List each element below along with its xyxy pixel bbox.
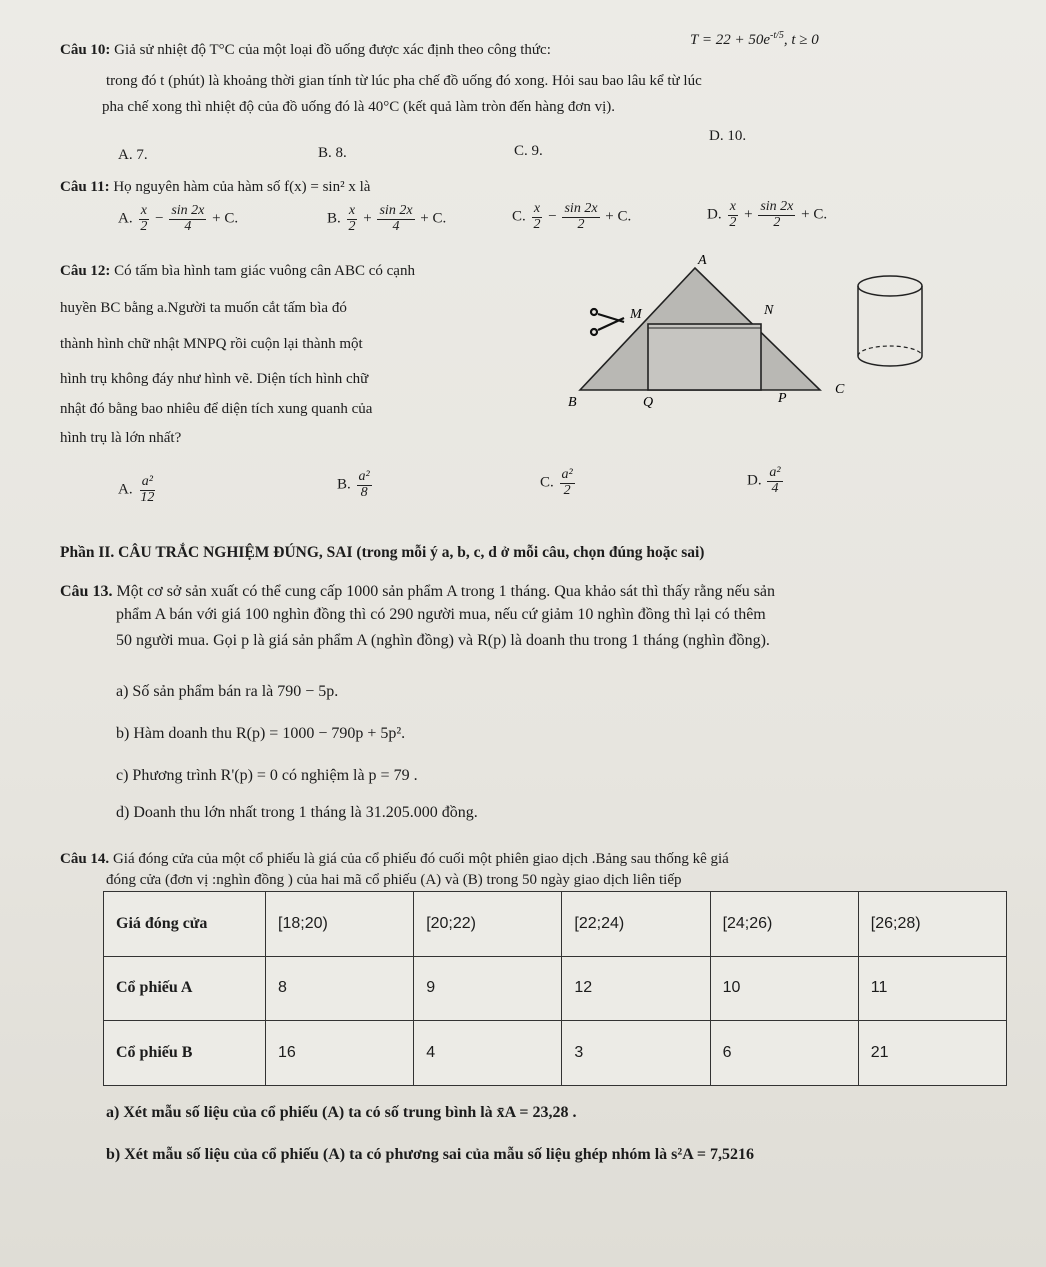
q11-label: Câu 11:	[60, 179, 110, 195]
row-name: Cổ phiếu A	[104, 956, 266, 1021]
q11-question	[60, 179, 370, 196]
q11-option-c-tail: + C.	[605, 208, 632, 225]
q11-option-d-letter: D.	[707, 206, 722, 223]
label-c: C	[835, 382, 845, 397]
q10-formula	[690, 30, 819, 49]
q12-triangle-figure	[560, 250, 860, 410]
q13-statement-c: c) Phương trình R'(p) = 0 có nghiệm là p = 79 .	[116, 767, 418, 784]
q14-line1-text: Giá đóng cửa của một cổ phiếu là giá của cổ phiếu đó cuối một phiên giao dịch .Bảng sau thống kê giá	[112, 851, 729, 867]
q12-line1-text: Có tấm bìa hình tam giác vuông cân ABC có cạnh	[114, 263, 415, 279]
q13-statement-a: a) Số sản phẩm bán ra là 790 − 5p.	[116, 683, 339, 700]
q11-option-d-frac2: $\frac{\sin 2x}{2}$	[760, 199, 794, 230]
label-a: A	[698, 253, 707, 268]
cylinder-bottom-front	[858, 356, 922, 366]
interval-cell: [18;20)	[266, 892, 414, 957]
q13-line1-text: Một cơ sở sản xuất có thể cung cấp 1000 sản phẩm A trong 1 tháng. Qua khảo sát thì thấy rằng nếu sản	[116, 583, 776, 600]
q11-option-b-letter: B.	[327, 210, 341, 227]
label-q: Q	[643, 395, 654, 410]
q12-line3: thành hình chữ nhật MNPQ rồi cuộn lại thành một	[60, 336, 363, 352]
q10-formula-text: T = 22 + 50e	[690, 32, 770, 48]
q10-line2: trong đó t (phút) là khoảng thời gian tính từ lúc pha chế đồ uống đó xong. Hỏi sau bao lâu kể từ lúc	[106, 73, 702, 89]
q11-option-c-letter: C.	[512, 208, 526, 225]
q11-option-d	[707, 200, 827, 230]
q12-option-d-letter: D.	[747, 472, 762, 489]
cylinder-bottom-back	[858, 346, 922, 356]
q14-line1	[60, 851, 729, 868]
value-cell: 8	[266, 956, 414, 1021]
interval-cell: [26;28)	[858, 892, 1006, 957]
q11-text: Họ nguyên hàm của hàm số f(x) = sin² x là	[113, 179, 371, 195]
value-cell: 4	[414, 1021, 562, 1086]
interval-cell: [24;26)	[710, 892, 858, 957]
q12-line5: nhật đó bằng bao nhiêu để diện tích xung quanh của	[60, 401, 373, 417]
q12-line2: huyền BC bằng a.Người ta muốn cắt tấm bìa đó	[60, 300, 347, 316]
q10-formula-exponent: -t/5	[769, 30, 784, 41]
q11-option-a-frac2: $\frac{\sin 2x}{4}$	[171, 203, 205, 234]
value-cell: 11	[858, 956, 1006, 1021]
q11-option-a-sign: −	[155, 210, 164, 227]
q12-line6: hình trụ là lớn nhất?	[60, 430, 182, 446]
stock-price-table	[103, 891, 1007, 1086]
value-cell: 16	[266, 1021, 414, 1086]
q10-option-a: A. 7.	[118, 147, 148, 163]
value-cell: 21	[858, 1021, 1006, 1086]
label-n: N	[764, 303, 774, 318]
q12-line1	[60, 263, 415, 280]
cylinder-top	[858, 276, 922, 296]
q10-option-c: C. 9.	[514, 143, 543, 159]
q13-line1	[60, 583, 775, 601]
q14-statement-b: b) Xét mẫu số liệu của cổ phiếu (A) ta có phương sai của mẫu số liệu ghép nhóm là s²A = 7,5216	[106, 1146, 754, 1163]
value-cell: 3	[562, 1021, 710, 1086]
q12-option-c	[540, 468, 577, 498]
part2-title: Phần II. CÂU TRẮC NGHIỆM ĐÚNG, SAI (trong mỗi ý a, b, c, d ở mỗi câu, chọn đúng hoặc sai)	[60, 544, 705, 561]
table-row	[104, 956, 1007, 1021]
q14-statement-a: a) Xét mẫu số liệu của cổ phiếu (A) ta có số trung bình là x̄A = 23,28 .	[106, 1104, 577, 1121]
q12-option-b-letter: B.	[337, 476, 351, 493]
q11-option-d-sign: +	[744, 206, 753, 223]
q12-option-b-frac: $\frac{\text{a²}}{8}$	[358, 469, 370, 500]
q11-option-b-tail: + C.	[420, 210, 447, 227]
q11-option-a-tail: + C.	[212, 210, 239, 227]
q12-option-c-frac: $\frac{\text{a²}}{2}$	[561, 467, 573, 498]
q11-option-a-frac1: $\frac{x}{2}$	[140, 203, 148, 234]
q11-option-c-frac2: $\frac{\sin 2x}{2}$	[564, 201, 598, 232]
value-cell: 6	[710, 1021, 858, 1086]
value-cell: 9	[414, 956, 562, 1021]
interval-cell: [22;24)	[562, 892, 710, 957]
q11-option-d-frac1: $\frac{x}{2}$	[729, 199, 737, 230]
q13-statement-d: d) Doanh thu lớn nhất trong 1 tháng là 31.205.000 đồng.	[116, 804, 478, 821]
rectangle-mnpq	[648, 324, 761, 390]
q12-option-a-frac: $\frac{\text{a²}}{12}$	[140, 474, 155, 505]
q13-line2: phẩm A bán với giá 100 nghìn đồng thì có 290 người mua, nếu cứ giảm 10 nghìn đồng thì lại có thêm	[116, 606, 766, 623]
q12-option-d	[747, 466, 785, 496]
q10-line1-text: Giả sử nhiệt độ T°C của một loại đồ uống được xác định theo công thức:	[114, 42, 551, 58]
row-name: Cổ phiếu B	[104, 1021, 266, 1086]
q11-option-b-frac2: $\frac{\sin 2x}{4}$	[379, 203, 413, 234]
q13-line3: 50 người mua. Gọi p là giá sản phẩm A (nghìn đồng) và R(p) là doanh thu trong 1 tháng (nghìn đồng).	[116, 632, 770, 649]
q11-option-a-letter: A.	[118, 210, 133, 227]
interval-cell: [20;22)	[414, 892, 562, 957]
value-cell: 12	[562, 956, 710, 1021]
q11-option-d-tail: + C.	[801, 206, 828, 223]
table-header-label: Giá đóng cửa	[104, 892, 266, 957]
q11-option-c	[512, 202, 631, 232]
q13-label: Câu 13.	[60, 583, 113, 600]
table-header-row	[104, 892, 1007, 957]
value-cell: 10	[710, 956, 858, 1021]
q12-option-c-letter: C.	[540, 474, 554, 491]
label-p: P	[778, 391, 787, 406]
q10-line1	[60, 42, 551, 59]
q11-option-a	[118, 204, 238, 234]
q14-label: Câu 14.	[60, 851, 110, 867]
q11-option-c-frac1: $\frac{x}{2}$	[533, 201, 541, 232]
q11-option-b-frac1: $\frac{x}{2}$	[348, 203, 356, 234]
label-m: M	[630, 307, 642, 322]
q12-option-a	[118, 475, 158, 505]
q10-label: Câu 10:	[60, 42, 111, 58]
q10-line3: pha chế xong thì nhiệt độ của đồ uống đó là 40°C (kết quả làm tròn đến hàng đơn vị).	[102, 99, 615, 115]
q12-line4: hình trụ không đáy như hình vẽ. Diện tích hình chữ	[60, 371, 369, 387]
q12-option-d-frac: $\frac{\text{a²}}{4}$	[769, 465, 781, 496]
q12-label: Câu 12:	[60, 263, 111, 279]
scissors-icon	[591, 309, 624, 335]
q13-statement-b: b) Hàm doanh thu R(p) = 1000 − 790p + 5p².	[116, 725, 406, 742]
q10-option-b: B. 8.	[318, 145, 347, 161]
q11-option-c-sign: −	[548, 208, 557, 225]
q12-option-b	[337, 470, 374, 500]
table-row	[104, 1021, 1007, 1086]
q11-option-b-sign: +	[363, 210, 372, 227]
label-b: B	[568, 395, 577, 410]
q10-option-d: D. 10.	[709, 128, 747, 144]
q11-option-b	[327, 204, 446, 234]
q12-option-a-letter: A.	[118, 481, 133, 498]
cylinder-figure	[852, 272, 932, 372]
q14-line2: đóng cửa (đơn vị :nghìn đồng ) của hai mã cổ phiếu (A) và (B) trong 50 ngày giao dịch liên tiếp	[106, 872, 682, 888]
q10-condition: , t ≥ 0	[783, 32, 819, 48]
